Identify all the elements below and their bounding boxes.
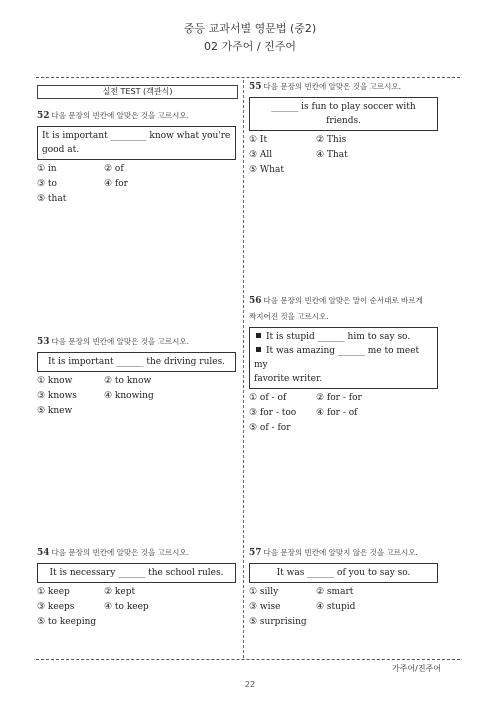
option[interactable]: ③ knows (37, 391, 77, 401)
question-52-title (37, 110, 236, 121)
sentence-line: It was ______ of you to say so. (276, 568, 411, 578)
column-divider (243, 80, 244, 658)
option[interactable]: ① of - of (249, 393, 287, 403)
footer-label: 가주어/진주어 (392, 664, 442, 673)
question-53 (37, 336, 236, 419)
option[interactable]: ④ stupid (316, 602, 356, 612)
option[interactable]: ③ All (249, 150, 273, 160)
option[interactable]: ③ wise (249, 602, 281, 612)
question-57-sentence-box (249, 563, 438, 583)
chapter-subtitle: 02 가주어 / 진주어 (204, 40, 296, 53)
sentence-line: It is necessary ______ the school rules. (49, 568, 224, 578)
option[interactable]: ③ for - too (249, 408, 297, 418)
question-52-sentence-box (37, 126, 236, 160)
question-number: 53 (37, 337, 50, 347)
question-55-options (249, 133, 438, 178)
question-instruction: 다음 문장의 빈칸에 알맞은 것을 고르시오. (51, 548, 189, 557)
bullet-icon (256, 333, 261, 338)
option[interactable]: ④ for (104, 179, 128, 189)
question-54 (37, 547, 236, 630)
question-56-sentence-box (249, 327, 438, 389)
sentence-line: favorite writer. (254, 374, 323, 384)
question-55-sentence-box (249, 97, 438, 131)
question-number: 55 (249, 82, 262, 92)
option[interactable]: ① in (37, 164, 57, 174)
sentence-line: It is important ______ the driving rules. (47, 357, 226, 367)
question-instruction: 다음 문장의 빈칸에 알맞은 말이 순서대로 바르게 (263, 296, 423, 305)
option[interactable]: ② of (104, 164, 124, 174)
question-52-options (37, 162, 236, 207)
question-number: 54 (37, 548, 50, 558)
option[interactable]: ① know (37, 376, 73, 386)
question-56-title-cont: 짝지어진 것을 고르시오. (249, 312, 329, 321)
question-55-title (249, 81, 438, 92)
option[interactable]: ④ for - of (316, 408, 358, 418)
question-number: 57 (249, 548, 262, 558)
bottom-divider (36, 659, 460, 660)
question-56 (249, 295, 438, 436)
option[interactable]: ⑤ of - for (249, 423, 291, 433)
option[interactable]: ④ That (316, 150, 348, 160)
question-52 (37, 110, 236, 207)
question-57-options (249, 585, 438, 630)
question-instruction: 다음 문장의 빈칸에 알맞은 것을 고르시오. (263, 82, 401, 91)
question-56-title (249, 295, 438, 306)
page-number: 22 (244, 680, 256, 689)
question-55 (249, 81, 438, 178)
top-divider (36, 77, 460, 78)
option[interactable]: ② smart (316, 587, 354, 597)
section-label: 실전 TEST (객관식) (37, 85, 238, 99)
option[interactable]: ⑤ to keeping (37, 617, 97, 627)
option[interactable]: ① It (249, 135, 268, 145)
question-number: 56 (249, 296, 262, 306)
question-53-title (37, 336, 236, 347)
option[interactable]: ③ keeps (37, 602, 75, 612)
option[interactable]: ① keep (37, 587, 70, 597)
question-instruction: 다음 문장의 빈칸에 알맞지 않은 것을 고르시오. (263, 548, 418, 557)
sentence-line: good at. (42, 145, 80, 155)
document-title: 중등 교과서별 영문법 (중2) (183, 22, 317, 35)
question-instruction: 다음 문장의 빈칸에 알맞은 것을 고르시오. (51, 337, 189, 346)
question-57 (249, 547, 438, 630)
option[interactable]: ② kept (104, 587, 136, 597)
question-number: 52 (37, 111, 50, 121)
question-53-sentence-box (37, 352, 236, 372)
bullet-icon (256, 347, 261, 352)
question-57-title (249, 547, 438, 558)
option[interactable]: ③ to (37, 179, 57, 189)
sentence-line: It is important ________ know what you're (42, 131, 231, 141)
option[interactable]: ② for - for (316, 393, 362, 403)
option[interactable]: ④ to keep (104, 602, 149, 612)
sentence-line: It is stupid ______ him to say so. (254, 330, 433, 344)
option[interactable]: ⑤ surprising (249, 617, 307, 627)
question-54-sentence-box (37, 563, 236, 583)
sentence-line: It was amazing ______ me to meet my (254, 346, 420, 370)
question-instruction: 다음 문장의 빈칸에 알맞은 것을 고르시오. (51, 111, 189, 120)
option[interactable]: ⑤ What (249, 165, 284, 175)
option[interactable]: ⑤ knew (37, 406, 73, 416)
question-54-title (37, 547, 236, 558)
question-54-options (37, 585, 236, 630)
question-53-options (37, 374, 236, 419)
option[interactable]: ① silly (249, 587, 279, 597)
sentence-line: ______ is fun to play soccer with friends. (271, 102, 416, 126)
option[interactable]: ④ knowing (104, 391, 154, 401)
option[interactable]: ② to know (104, 376, 152, 386)
option[interactable]: ⑤ that (37, 194, 67, 204)
option[interactable]: ② This (316, 135, 347, 145)
question-56-options (249, 391, 438, 436)
